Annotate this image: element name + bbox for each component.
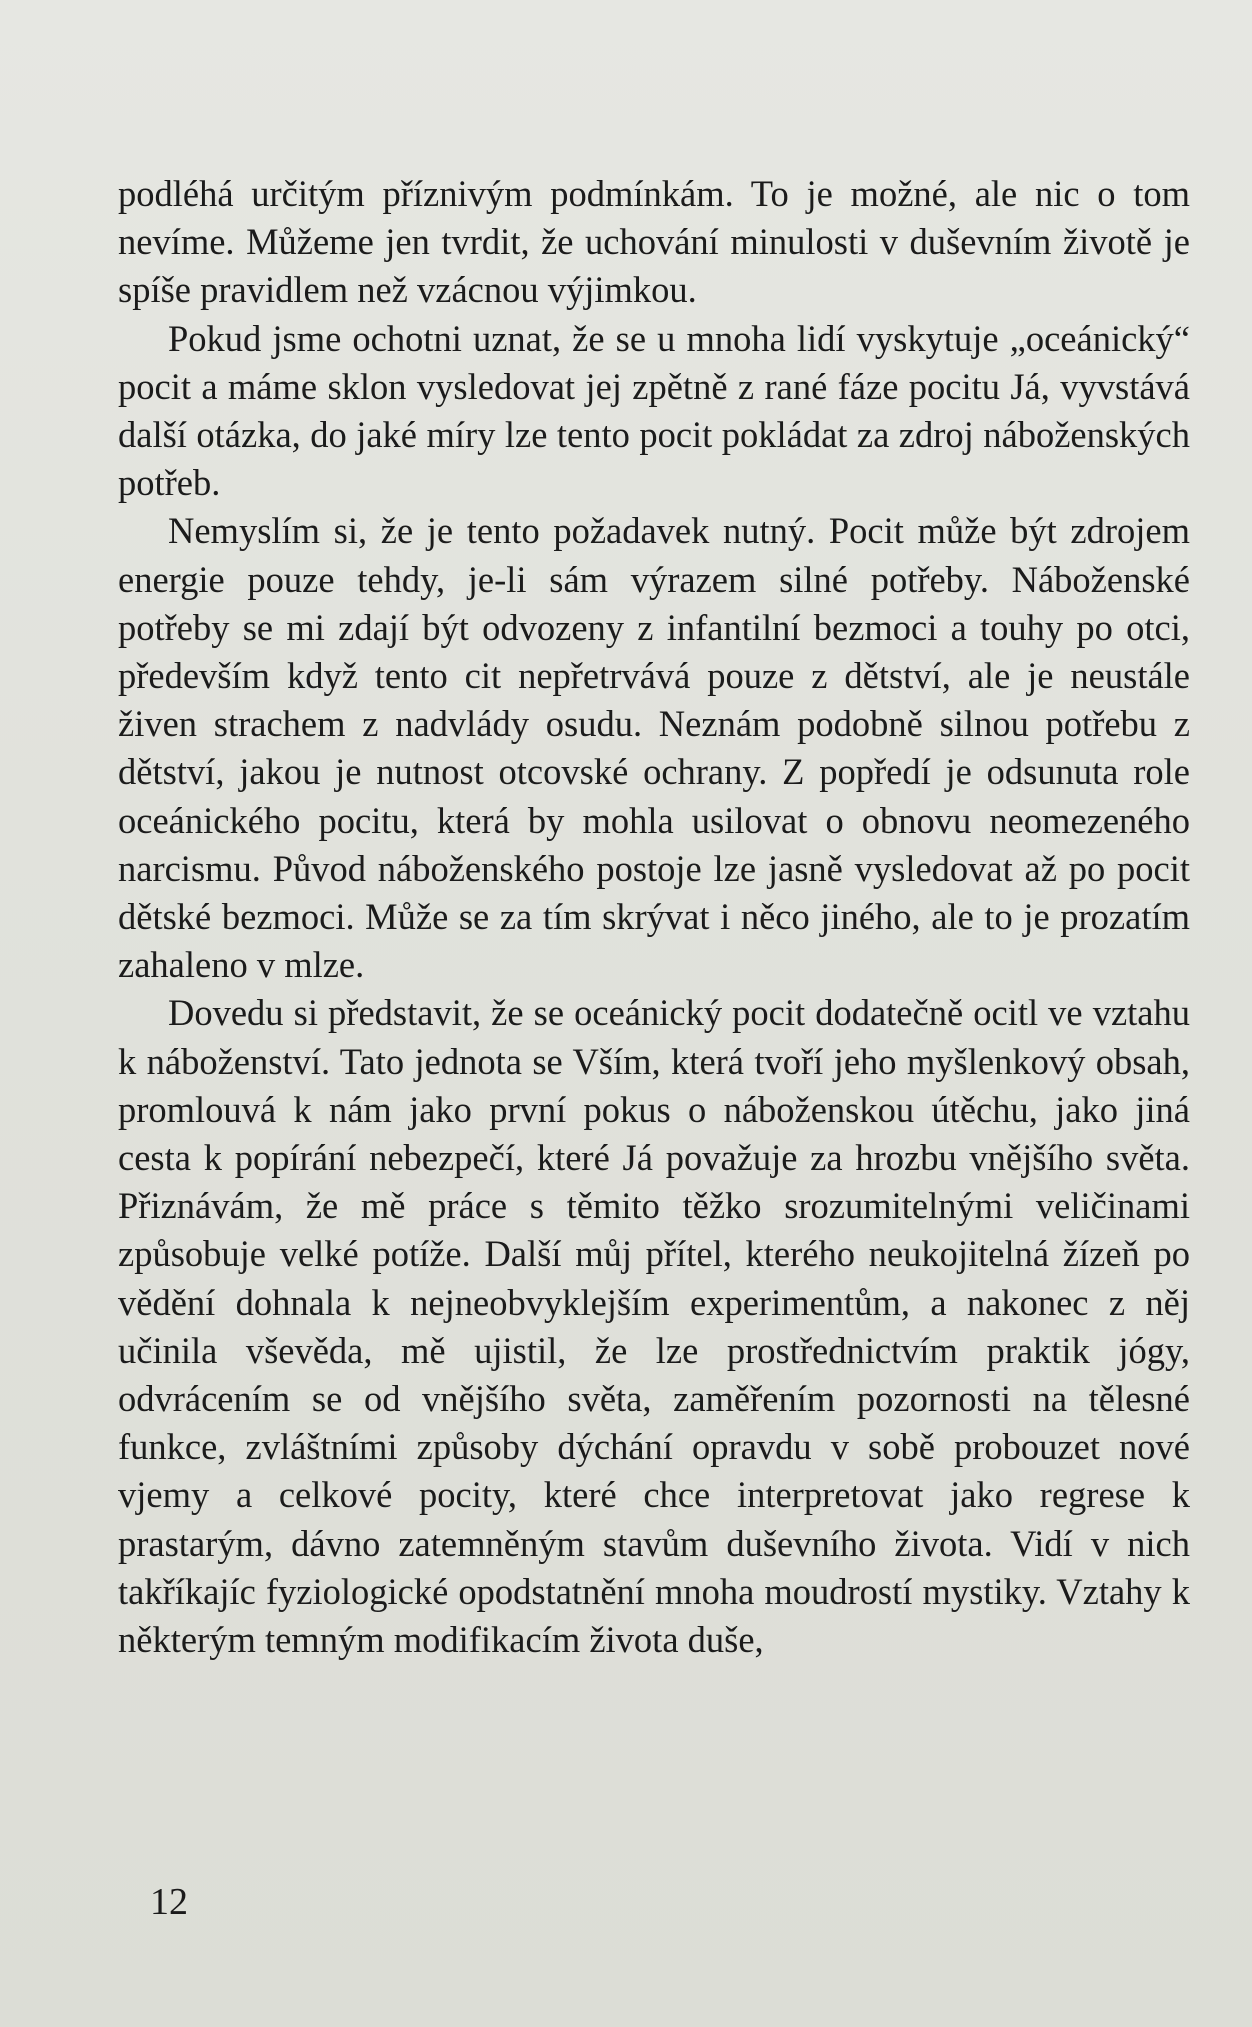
paragraph-2: Pokud jsme ochotni uznat, že se u mnoha lidí vyskytuje „oceánický“ pocit a máme sklon vysledovat jej zpětně z rané fáze pocitu Já, vyvstává další otázka, do jaké míry lze tento pocit pokládat za zdroj náboženských potřeb. — [118, 317, 1190, 504]
body-text — [118, 170, 1190, 1664]
paragraph-1: podléhá určitým příznivým podmínkám. To je možné, ale nic o tom nevíme. Můžeme jen tvrdit, že uchování minulosti v duševním životě je spíše pravidlem než vzácnou výjimkou. — [118, 173, 1190, 311]
paragraph-3: Nemyslím si, že je tento požadavek nutný. Pocit může být zdrojem energie pouze tehdy, je-li sám výrazem silné potřeby. Náboženské potřeby se mi zdají být odvozeny z infantilní bezmoci a touhy po otci, především když tento cit nepřetrvává pouze z dětství, ale je neustále živen strachem z nadvlády osudu. Neznám podobně silnou potřebu z dětství, jakou je nutnost otcovské ochrany. Z popředí je odsunuta role oceánického pocitu, která by mohla usilovat o obnovu neomezeného narcismu. Původ náboženského postoje lze jasně vysledovat až po pocit dětské bezmoci. Může se za tím skrývat i něco jiného, ale to je prozatím zahaleno v mlze. — [118, 510, 1190, 986]
page-number: 12 — [150, 1881, 188, 1923]
paragraph-4: Dovedu si představit, že se oceánický pocit dodatečně ocitl ve vztahu k náboženství. Tato jednota se Vším, která tvoří jeho myšlenkový obsah, promlouvá k nám jako první pokus o náboženskou útěchu, jako jiná cesta k popírání nebezpečí, které Já považuje za hrozbu vnějšího světa. Přiznávám, že mě práce s těmito těžko srozumitelnými veličinami způsobuje velké potíže. Další můj přítel, kterého neukojitelná žízeň po vědění dohnala k nejneobvyklejším experimentům, a nakonec z něj učinila vševěda, mě ujistil, že lze prostřednictvím praktik jógy, odvrácením se od vnějšího světa, zaměřením pozornosti na tělesné funkce, zvláštními způsoby dýchání opravdu v sobě probouzet nové vjemy a celkové pocity, které chce interpretovat jako regrese k prastarým, dávno zatemněným stavům duševního života. Vidí v nich takříkajíc fyziologické opodstatnění mnoha moudrostí mystiky. Vztahy k některým temným modifikacím života duše, — [118, 992, 1190, 1661]
